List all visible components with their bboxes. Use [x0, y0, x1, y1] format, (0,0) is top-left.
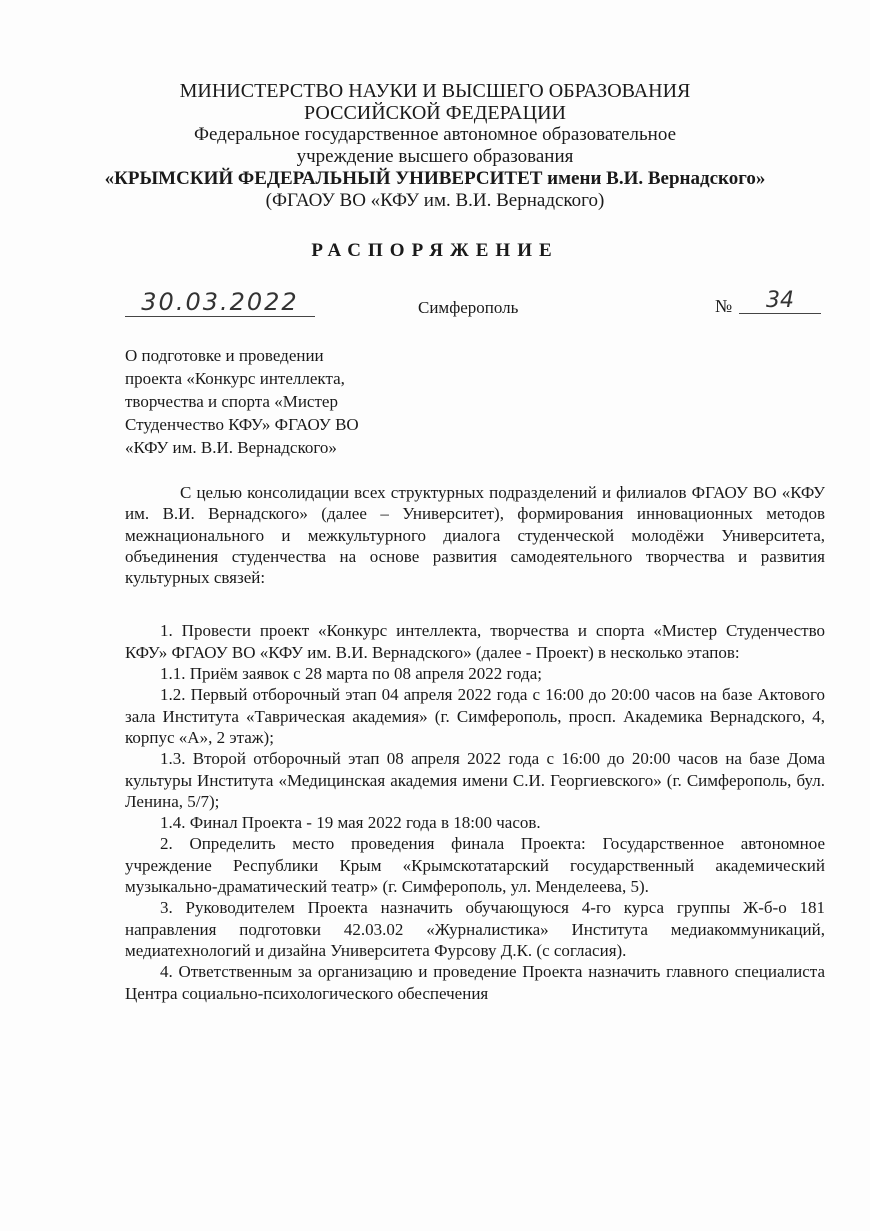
subject-line: «КФУ им. В.И. Вернадского»: [125, 438, 337, 457]
ministry-line-2: РОССИЙСКОЙ ФЕДЕРАЦИИ: [304, 102, 566, 124]
item-4: 4. Ответственным за организацию и проведение Проекта назначить главного специалиста Центра социально-психологического обеспечения: [125, 962, 825, 1003]
subject-line: О подготовке и проведении: [125, 346, 324, 365]
item-1-1: 1.1. Приём заявок с 28 марта по 08 апреля 2022 года;: [160, 664, 542, 684]
item-1-2: 1.2. Первый отборочный этап 04 апреля 2022 года с 16:00 до 20:00 часов на базе Актового зала Института «Таврическая академия» (г. Симферополь, просп. Академика Вернадского, 4, корпус «А», 2 этаж);: [125, 685, 825, 747]
item-2: 2. Определить место проведения финала Проекта: Государственное автономное учреждение Республики Крым «Крымскотатарский государственный академический музыкально-драматический театр» (г. Симферополь, ул. Менделеева, 5).: [125, 834, 825, 897]
document-city: Симферополь: [418, 298, 519, 317]
ministry-line-1: МИНИСТЕРСТВО НАУКИ И ВЫСШЕГО ОБРАЗОВАНИЯ: [179, 80, 691, 102]
document-header: [0, 80, 870, 212]
subject-line: творчества и спорта «Мистер: [125, 392, 338, 411]
subject-line: Студенчество КФУ» ФГАОУ ВО: [125, 415, 359, 434]
document-type-title: РАСПОРЯЖЕНИЕ: [311, 240, 559, 261]
item-3: 3. Руководителем Проекта назначить обучающуюся 4-го курса группы Ж-б-о 181 направления подготовки 42.03.02 «Журналистика» Института медиакоммуникаций, медиатехнологий и дизайна Университета Фурсову Д.К. (с согласия).: [125, 898, 825, 960]
institution-type-line-1: Федеральное государственное автономное образовательное: [193, 124, 677, 145]
document-body: [125, 482, 825, 1004]
document-number: 34: [739, 288, 821, 314]
item-1: 1. Провести проект «Конкурс интеллекта, творчества и спорта «Мистер Студенчество КФУ» ФГАОУ ВО «КФУ им. В.И. Вернадского» (далее - Проект) в несколько этапов:: [125, 621, 825, 662]
preamble-paragraph: С целью консолидации всех структурных подразделений и филиалов ФГАОУ ВО «КФУ им. В.И. Вернадского» (далее – Университет), формирования инновационных методов межнационального и межкультурного диалога студенческой молодёжи Университета, объединения студенчества на основе развития самодеятельного творчества и развития культурных связей:: [125, 483, 825, 588]
number-label: №: [715, 296, 733, 316]
subject-line: проекта «Конкурс интеллекта,: [125, 369, 345, 388]
institution-type-line-2: учреждение высшего образования: [296, 146, 574, 167]
item-1-4: 1.4. Финал Проекта - 19 мая 2022 года в 18:00 часов.: [160, 813, 541, 833]
document-meta: [125, 288, 825, 324]
university-abbreviation: (ФГАОУ ВО «КФУ им. В.И. Вернадского): [265, 190, 605, 211]
document-date: 30.03.2022: [125, 288, 315, 317]
item-1-3: 1.3. Второй отборочный этап 08 апреля 2022 года с 16:00 до 20:00 часов на базе Дома культуры Института «Медицинская академия имени С.И. Георгиевского» (г. Симферополь, бул. Ленина, 5/7);: [125, 749, 825, 811]
document-subject: [125, 344, 435, 459]
university-name: «КРЫМСКИЙ ФЕДЕРАЛЬНЫЙ УНИВЕРСИТЕТ имени В.И. Вернадского»: [104, 168, 766, 189]
